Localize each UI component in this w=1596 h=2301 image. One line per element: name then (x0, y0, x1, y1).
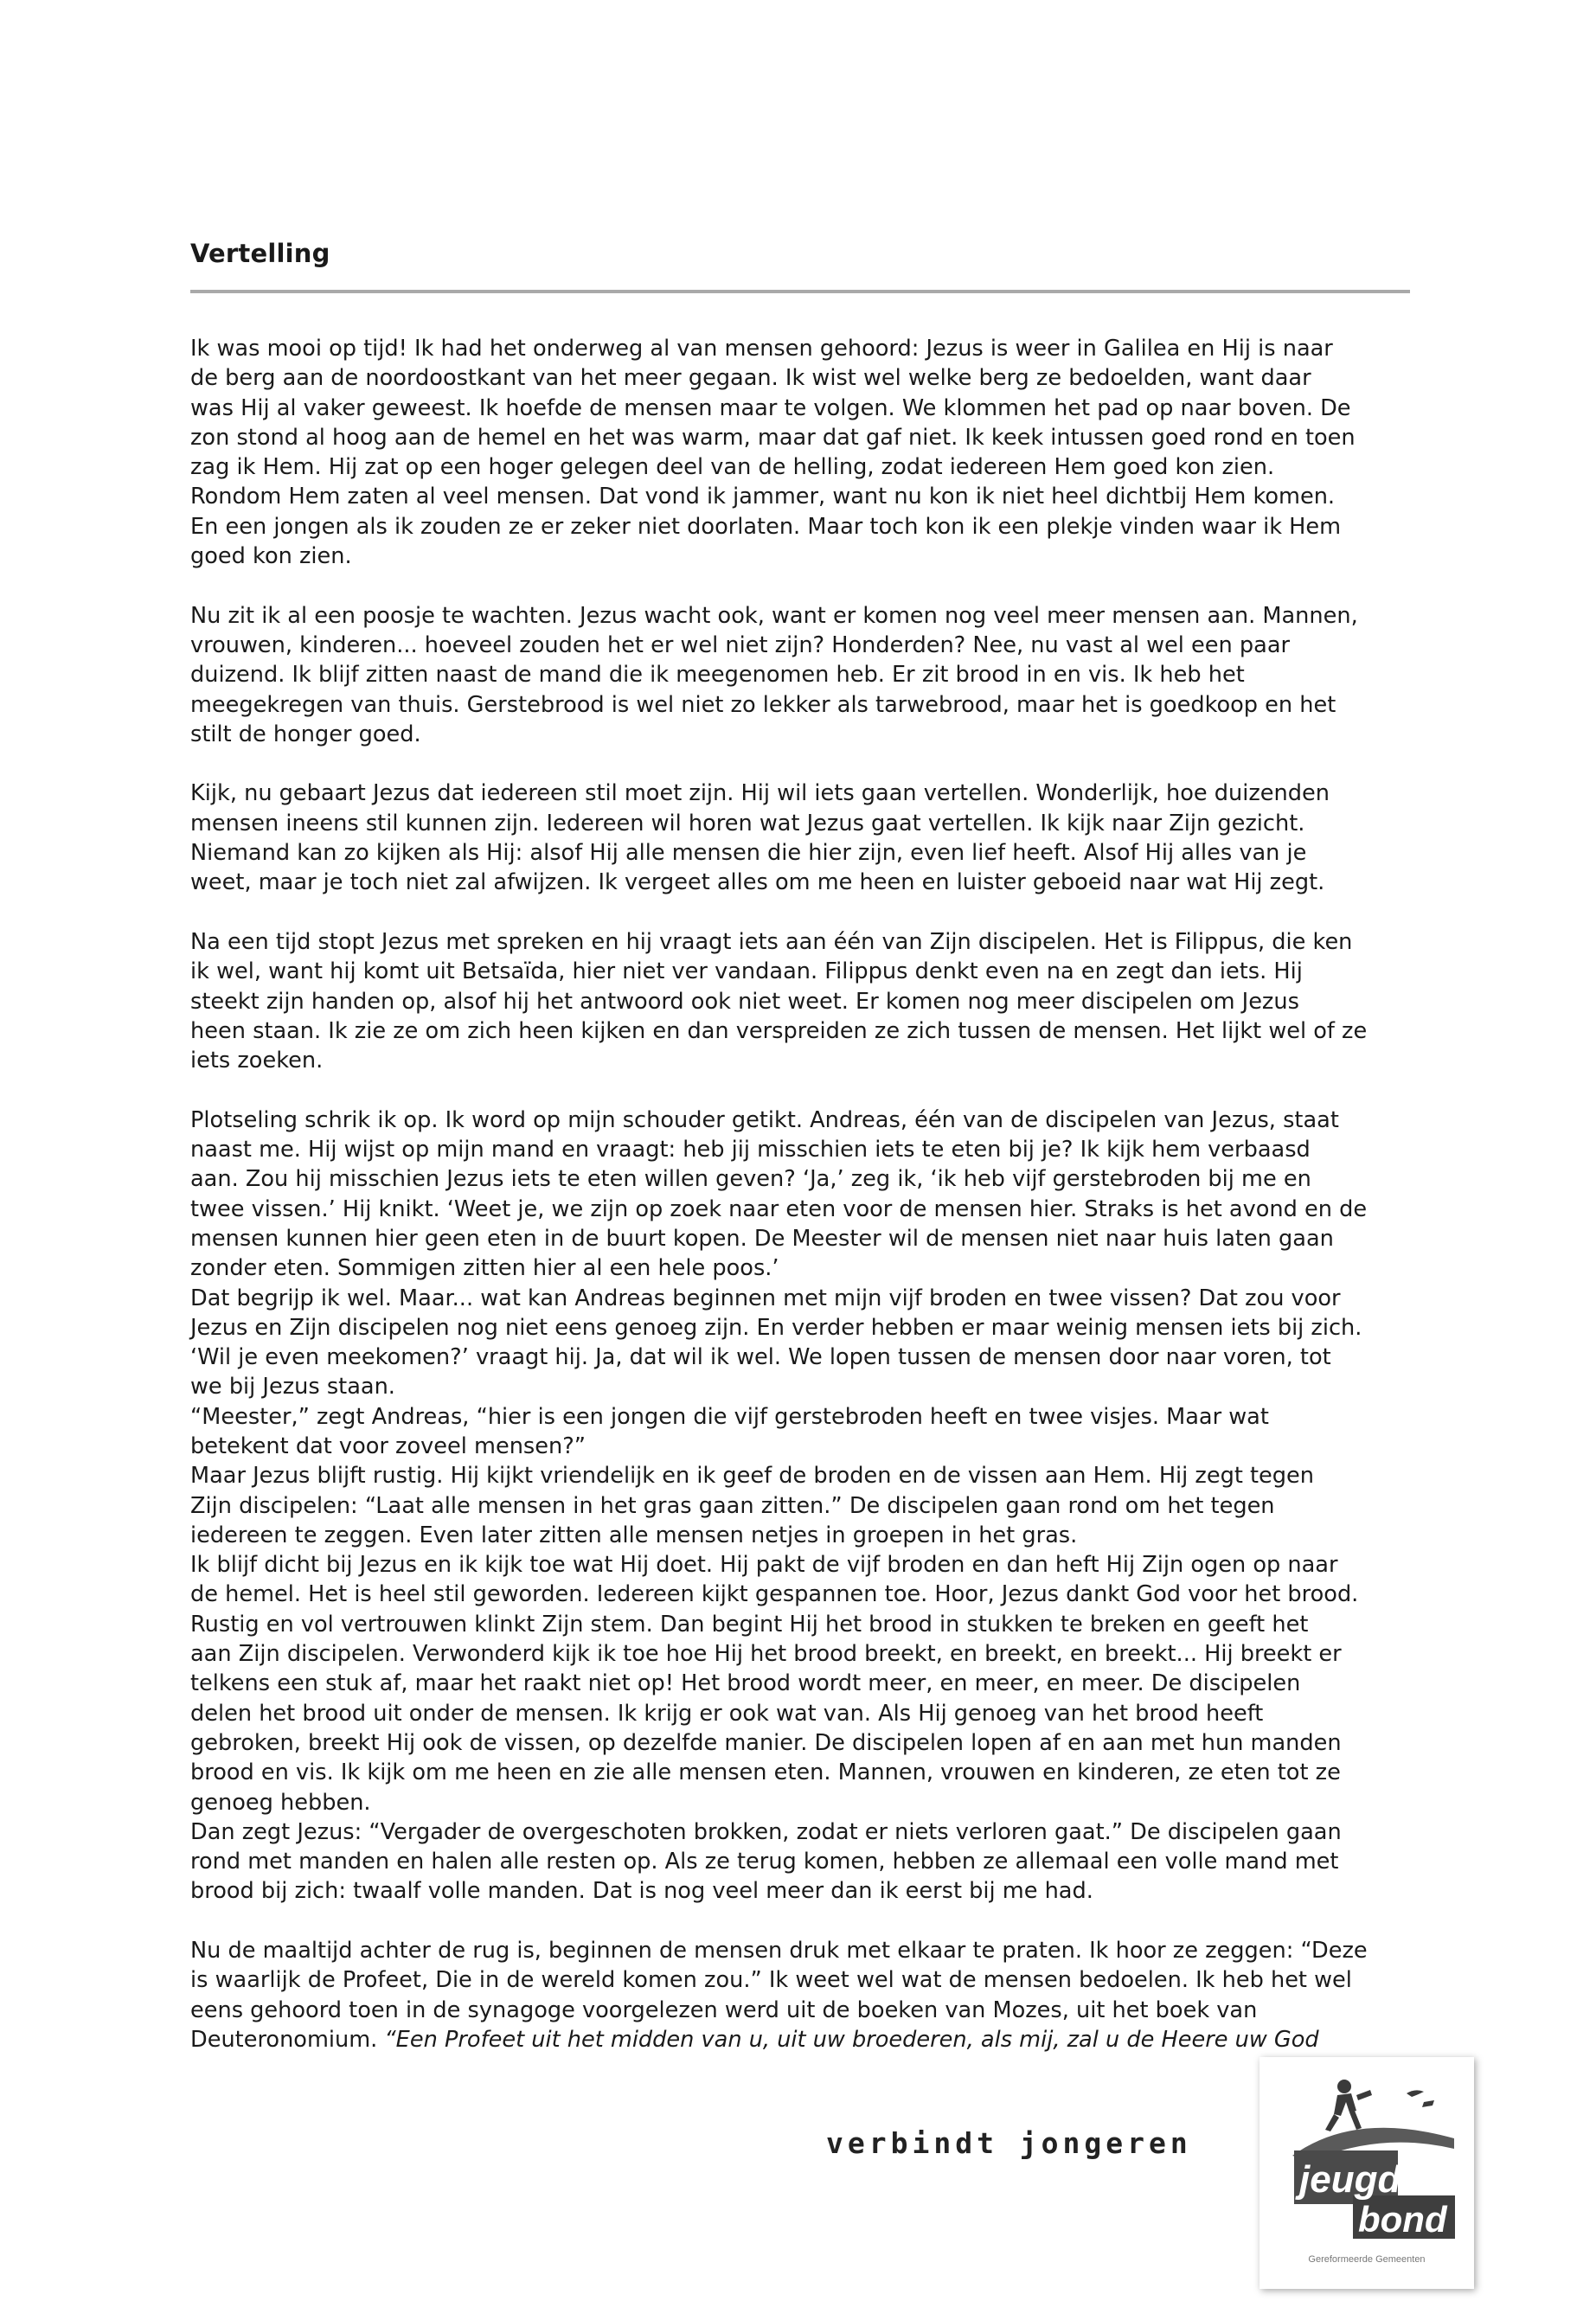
text-line: delen het brood uit onder de mensen. Ik krijg er ook wat van. Als Hij genoeg van het brood heeft (190, 1700, 1264, 1727)
text-line: “Meester,” zegt Andreas, “hier is een jongen die vijf gerstebroden heeft en twee visjes. Maar wat (190, 1403, 1269, 1430)
text-line: Zijn discipelen: “Laat alle mensen in het gras gaan zitten.” De discipelen gaan rond om het tegen (190, 1492, 1275, 1519)
story-paragraph (190, 779, 1412, 897)
story-paragraph (190, 1402, 1412, 1462)
story-paragraph (190, 1936, 1412, 2025)
text-line: zag ik Hem. Hij zat op een hoger gelegen deel van de helling, zodat iedereen Hem goed kon zien. (190, 454, 1275, 481)
text-line: Nu de maaltijd achter de rug is, beginnen de mensen druk met elkaar te praten. Ik hoor ze zeggen: “Deze (190, 1938, 1368, 1965)
text-line: Kijk, nu gebaart Jezus dat iedereen stil moet zijn. Hij wil iets gaan vertellen. Wonderlijk, hoe duizenden (190, 780, 1330, 807)
text-line: genoeg hebben. (190, 1789, 371, 1816)
text-line: ik wel, want hij komt uit Betsaïda, hier niet ver vandaan. Filippus denkt even na en zegt dan iets. Hij (190, 958, 1303, 985)
text-line: Jezus en Zijn discipelen nog niet eens genoeg zijn. En verder hebben er maar weinig mensen iets bij zich. (190, 1314, 1362, 1341)
text-line: zon stond al hoog aan de hemel en het was warm, maar dat gaf niet. Ik keek intussen goed rond en toen (190, 424, 1356, 451)
text-line: brood en vis. Ik kijk om me heen en zie alle mensen eten. Mannen, vrouwen en kinderen, ze eten tot ze (190, 1759, 1341, 1786)
jeugdbond-logo-mark (1277, 2076, 1458, 2240)
story-last-line (190, 2025, 1412, 2054)
text-line: steekt zijn handen op, alsof hij het antwoord ook niet weet. Er komen nog meer discipelen om Jezus (190, 988, 1299, 1015)
text-line: naast me. Hij wijst op mijn mand en vraagt: heb jij misschien iets te eten bij je? Ik kijk hem verbaasd (190, 1137, 1311, 1163)
text-line: aan Zijn discipelen. Verwonderd kijk ik toe hoe Hij het brood breekt, en breekt, en breekt... Hij breekt er (190, 1641, 1342, 1668)
logo-word-jeugd: jeugd (1299, 2158, 1401, 2201)
text-line: was Hij al vaker geweest. Ik hoefde de mensen maar te volgen. We klommen het pad op naar boven. De (190, 394, 1351, 421)
text-line: betekent dat voor zoveel mensen?” (190, 1433, 586, 1459)
text-line: weet, maar je toch niet zal afwijzen. Ik vergeet alles om me heen en luister geboeid naar wat Hij zegt. (190, 869, 1325, 896)
text-line: Dat begrijp ik wel. Maar... wat kan Andreas beginnen met mijn vijf broden en twee vissen? Dat zou voor (190, 1285, 1341, 1311)
text-line: ‘Wil je even meekomen?’ vraagt hij. Ja, dat wil ik wel. We lopen tussen de mensen door naar voren, tot (190, 1344, 1331, 1371)
footer-slogan: verbindt jongeren (826, 2126, 1192, 2160)
text-line (190, 2025, 1412, 2054)
text-line: vrouwen, kinderen... hoeveel zouden het er wel niet zijn? Honderden? Nee, nu vast al wel een paar (190, 631, 1291, 658)
text-line: En een jongen als ik zouden ze er zeker niet doorlaten. Maar toch kon ik een plekje vinden waar ik Hem (190, 513, 1342, 540)
text-line: iedereen te zeggen. Even later zitten alle mensen netjes in groepen in het gras. (190, 1522, 1078, 1548)
text-line: brood bij zich: twaalf volle manden. Dat is nog veel meer dan ik eerst bij me had. (190, 1878, 1093, 1905)
story-paragraph (190, 1550, 1412, 1817)
text-line: stilt de honger goed. (190, 721, 421, 747)
story-text (190, 334, 1412, 2054)
text-line: meegekregen van thuis. Gerstebrood is wel niet zo lekker als tarwebrood, maar het is goedkoop en het (190, 691, 1336, 718)
text-line: mensen ineens stil kunnen zijn. Iedereen wil horen wat Jezus gaat vertellen. Ik kijk naar Zijn gezicht. (190, 810, 1305, 836)
text-line: iets zoeken. (190, 1048, 324, 1074)
story-paragraph (190, 1284, 1412, 1402)
logo-word-bond: bond (1358, 2199, 1447, 2240)
text-line: twee vissen.’ Hij knikt. ‘Weet je, we zijn op zoek naar eten voor de mensen hier. Straks is het avond en de (190, 1195, 1368, 1222)
text-line: Nu zit ik al een poosje te wachten. Jezus wacht ook, want er komen nog veel meer mensen aan. Mannen, (190, 602, 1358, 629)
story-paragraph (190, 1106, 1412, 1284)
story-paragraph (190, 601, 1412, 749)
text-line: mensen kunnen hier geen eten in de buurt kopen. De Meester wil de mensen niet naar huis laten gaan (190, 1225, 1334, 1252)
text-line: is waarlijk de Profeet, Die in de wereld komen zou.” Ik weet wel wat de mensen bedoelen. Ik heb het wel (190, 1967, 1352, 1994)
text-line: Maar Jezus blijft rustig. Hij kijkt vriendelijk en ik geef de broden en de vissen aan Hem. Hij zegt tegen (190, 1463, 1315, 1490)
jeugdbond-logo (1259, 2057, 1474, 2289)
story-paragraph (190, 927, 1412, 1075)
story-paragraph (190, 1817, 1412, 1907)
title-divider (190, 290, 1410, 293)
text-line: gebroken, breekt Hij ook de vissen, op dezelfde manier. De discipelen lopen af en aan met hun manden (190, 1729, 1342, 1756)
text-line: Ik blijf dicht bij Jezus en ik kijk toe wat Hij doet. Hij pakt de vijf broden en dan heft Hij Zijn ogen op naar (190, 1552, 1338, 1579)
text-line: eens gehoord toen in de synagoge voorgelezen werd uit de boeken van Mozes, uit het boek van (190, 1997, 1258, 2023)
text-line: Na een tijd stopt Jezus met spreken en hij vraagt iets aan één van Zijn discipelen. Het is Filippus, die ken (190, 928, 1353, 955)
text-line: Ik was mooi op tijd! Ik had het onderweg al van mensen gehoord: Jezus is weer in Galilea en Hij is naar (190, 336, 1333, 362)
story-paragraph (190, 334, 1412, 571)
text-line: rond met manden en halen alle resten op. Als ze terug komen, hebben ze allemaal een volle mand met (190, 1849, 1339, 1875)
text-line: goed kon zien. (190, 543, 352, 570)
text-line: de hemel. Het is heel stil geworden. Iedereen kijkt gespannen toe. Hoor, Jezus dankt God voor het brood. (190, 1581, 1359, 1608)
story-paragraph (190, 1461, 1412, 1550)
text-line: heen staan. Ik zie ze om zich heen kijken en dan verspreiden ze zich tussen de mensen. Het lijkt wel of ze (190, 1017, 1368, 1044)
text-line: Plotseling schrik ik op. Ik word op mijn schouder getikt. Andreas, één van de discipelen van Jezus, staat (190, 1106, 1339, 1133)
text-line: Rondom Hem zaten al veel mensen. Dat vond ik jammer, want nu kon ik niet heel dichtbij Hem komen. (190, 484, 1336, 510)
page-title: Vertelling (190, 239, 330, 268)
text-line: aan. Zou hij misschien Jezus iets te eten willen geven? ‘Ja,’ zeg ik, ‘ik heb vijf gerstebroden bij me en (190, 1166, 1311, 1193)
text-line: de berg aan de noordoostkant van het meer gegaan. Ik wist wel welke berg ze bedoelden, want daar (190, 365, 1311, 392)
scripture-quote: “Een Profeet uit het midden van u, uit uw broederen, als mij, zal u de Heere uw God (384, 2026, 1319, 2053)
text-line: telkens een stuk af, maar het raakt niet op! Het brood wordt meer, en meer, en meer. De discipelen (190, 1670, 1301, 1697)
text-line: Rustig en vol vertrouwen klinkt Zijn stem. Dan begint Hij het brood in stukken te breken en geeft het (190, 1611, 1309, 1638)
text-line: Dan zegt Jezus: “Vergader de overgeschoten brokken, zodat er niets verloren gaat.” De discipelen gaan (190, 1818, 1342, 1845)
text-line-plain: Deuteronomium. (190, 2026, 385, 2053)
text-line: Niemand kan zo kijken als Hij: alsof Hij alle mensen die hier zijn, even lief heeft. Alsof Hij alles van je (190, 840, 1307, 867)
text-line: zonder eten. Sommigen zitten hier al een hele poos.’ (190, 1255, 779, 1282)
text-line: duizend. Ik blijf zitten naast de mand die ik meegenomen heb. Er zit brood in en vis. Ik heb het (190, 662, 1245, 689)
text-line: we bij Jezus staan. (190, 1374, 395, 1400)
logo-subtitle: Gereformeerde Gemeenten (1308, 2254, 1426, 2265)
